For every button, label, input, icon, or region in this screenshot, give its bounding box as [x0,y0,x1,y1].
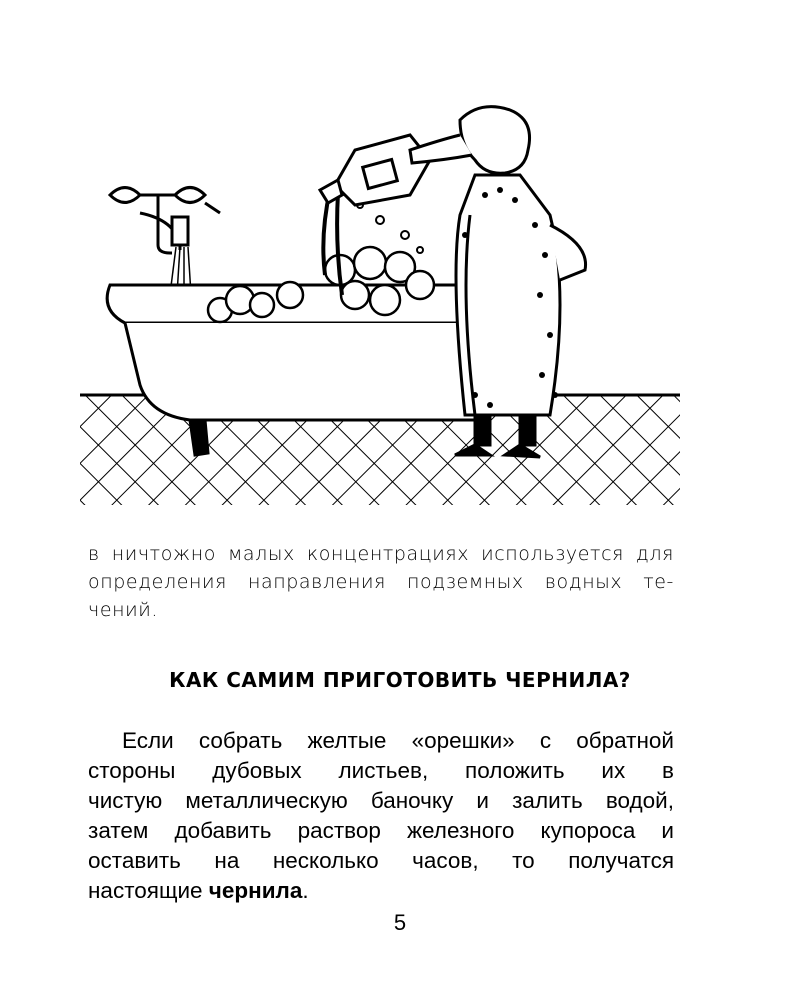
caption-line: определения направления подземных водных те- [88,571,674,593]
page-number: 5 [393,910,407,935]
bold-term: чернила [208,878,303,903]
body-paragraph [88,726,674,906]
faucet [110,188,220,254]
body-line: затем добавить раствор железного купороса и [88,818,674,843]
body-line-last [88,876,674,906]
body-text-prefix: настоящие [88,878,209,903]
caption-line: чений. [88,599,159,621]
bubbles [357,202,423,253]
body-line: стороны дубовых листьев, положить их в [88,758,674,783]
body-line: оставить на несколько часов, то получатся [88,848,674,873]
section-heading: КАК САМИМ ПРИГОТОВИТЬ ЧЕРНИЛА? [169,668,631,692]
body-text-suffix: . [302,878,309,903]
body-line: Если собрать желтые «орешки» с обратной [122,728,674,753]
bottle [320,135,430,205]
body-line: чистую металлическую баночку и залить водой, [88,788,674,813]
caption-text [88,540,674,624]
bathtub-illustration [80,95,680,505]
caption-line: в ничтожно малых концентрациях используется для [88,543,674,565]
